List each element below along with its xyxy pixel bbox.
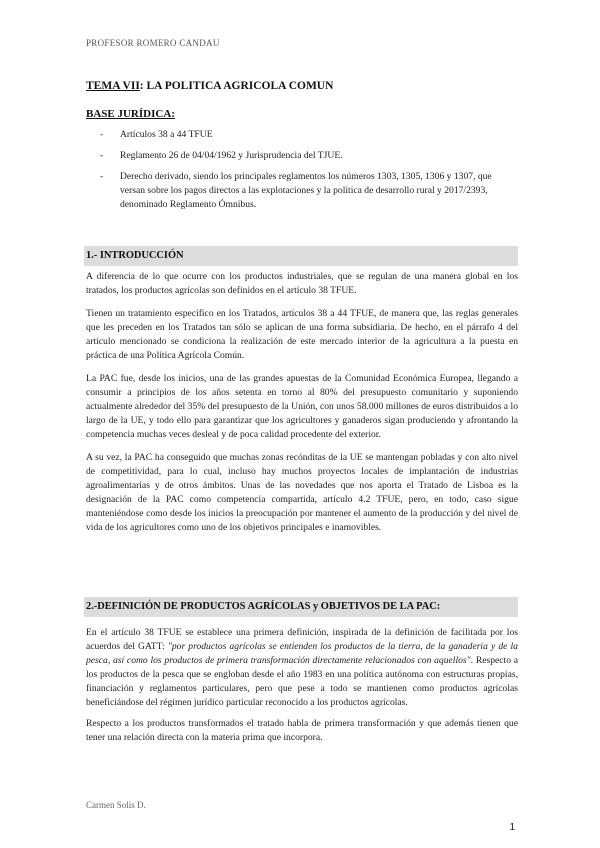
page-title bbox=[86, 80, 333, 92]
legal-basis-list bbox=[86, 128, 518, 219]
section-heading-definition: 2.-DEFINICIÓN DE PRODUCTOS AGRÍCOLAS y OBJETIVOS DE LA PAC: bbox=[84, 597, 518, 617]
paragraph: A su vez, la PAC ha conseguido que muchas zonas recónditas de la UE se mantengan pobladas y con alto nivel de competitividad, para lo cual, incluso hay muchos proyectos locales de implantación de industrias agroalimentarias y de otros ámbitos. Unas de las novedades que nos aporta el Tratado de Lisboa es la designación de la PAC como competencia compartida, artículo 4.2 TFUE, pero, en todo, caso sigue manteniéndose como desde los inicios la preocupación por mantener el aumento de la producción y del nivel de vida de los agricultores como uno de los objetivos principales e inamovibles. bbox=[86, 452, 518, 533]
page-number: 1 bbox=[509, 822, 515, 833]
paragraph: Respecto a los productos transformados el tratado habla de primera transformación y que además tienen que tener una relación directa con la materia prima que incorpora. bbox=[86, 718, 518, 743]
list-item bbox=[86, 149, 518, 163]
section-body-introduction bbox=[86, 270, 518, 544]
list-item bbox=[86, 128, 518, 142]
paragraph: Tienen un tratamiento específico en los Tratados, artículos 38 a 44 TFUE, de manera que, las reglas generales que les preceden en los Tratados tan sólo se aplican de una forma subsidiaria. De hecho, en el párrafo 4 del artículo mencionado se condiciona la realización de este mercado interior de la agricultura a la puesta en práctica de una Política Agrícola Común. bbox=[86, 308, 518, 361]
list-item-text: Reglamento 26 de 04/04/1962 y Jurisprudencia del TJUE. bbox=[120, 150, 343, 161]
paragraph bbox=[86, 626, 518, 710]
list-dash: - bbox=[100, 129, 104, 140]
list-item-text: Artículos 38 a 44 TFUE bbox=[120, 129, 213, 140]
list-dash: - bbox=[100, 150, 104, 161]
paragraph-text: En el artículo 38 TFUE se establece una primera definición, inspirada de la definición de facilitada por los acuerdos del GATT: bbox=[86, 627, 518, 652]
list-dash: - bbox=[100, 171, 104, 182]
section-body-definition bbox=[86, 626, 518, 754]
list-item-text: Derecho derivado, siendo los principales reglamentos los números 1303, 1305, 1306 y 1307, que versan sobre los pagos directos a las explotaciones y la política de desarrollo rural y 2017/2393, denominado Reglamento Ómnibus. bbox=[120, 171, 492, 210]
section-heading-introduction: 1.- INTRODUCCIÓN bbox=[84, 246, 518, 266]
title-text: : LA POLITICA AGRICOLA COMUN bbox=[139, 80, 334, 92]
legal-basis-heading: BASE JURÍDICA: bbox=[86, 108, 175, 120]
paragraph: A diferencia de lo que ocurre con los productos industriales, que se regulan de una manera global en los tratados, los productos agrícolas son definidos en el artículo 38 TFUE. bbox=[86, 271, 518, 296]
title-topic: TEMA VII bbox=[86, 80, 140, 92]
footer-author: Carmen Solís D. bbox=[86, 800, 146, 810]
definition-quote: "por productos agrícolas se entienden los productos de la tierra, de la ganadería y de la pesca, así como los productos de primera transformación directamente relacionados con aquellos" bbox=[86, 641, 518, 666]
paragraph: La PAC fue, desde los inicios, una de las grandes apuestas de la Comunidad Económica Europea, llegando a consumir a principios de los años setenta en torno al 80% del presupuesto comunitario y suponiendo actualmente alrededor del 35% del presupuesto de la Unión, con unos 58.000 millones de euros distribuidos a lo largo de la UE, y todo ello para garantizar que los agricultores y ganaderos sigan produciendo y afrontando la competencia muchas veces desleal y de poca calidad procedente del exterior. bbox=[86, 373, 518, 440]
paragraph-text: . Respecto a los productos de la pesca que se engloban desde el año 1983 en una política autónoma con estructuras propias, financiación y reglamentos particulares, pero que pese a todo se mantienen como productos agrícolas beneficiándose del régimen jurídico particular reconocido a los productos agrícolas. bbox=[86, 655, 518, 708]
list-item bbox=[86, 170, 518, 212]
page-header: PROFESOR ROMERO CANDAU bbox=[86, 38, 220, 48]
